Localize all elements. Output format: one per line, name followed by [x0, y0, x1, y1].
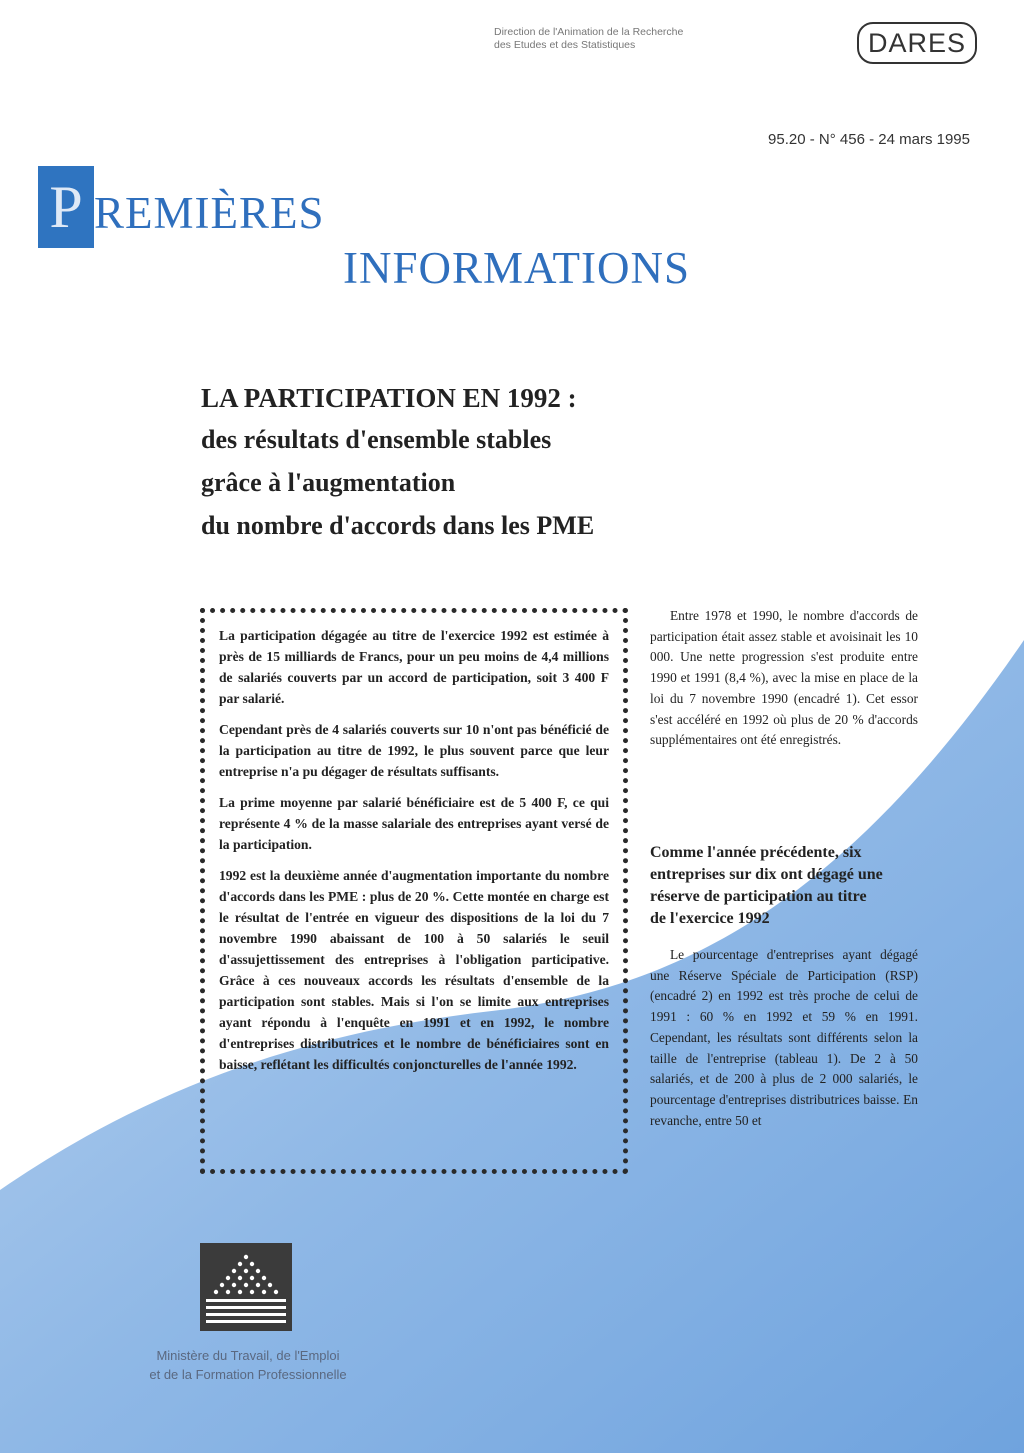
- subheading-line-3: réserve de participation au titre: [650, 888, 867, 905]
- subheading-line-4: de l'exercice 1992: [650, 910, 770, 927]
- summary-paragraph-3: La prime moyenne par salarié bénéficiaire est de 5 400 F, ce qui représente 4 % de la masse salariale des entreprises ayant versé de la participation.: [219, 795, 609, 852]
- summary-paragraph-2: Cependant près de 4 salariés couverts sur 10 n'ont pas bénéficié de la participation au titre de 1992, le plus souvent parce que leur entreprise n'a pu dégager de résultats suffisants.: [219, 722, 609, 779]
- subheading-line-1: Comme l'année précédente, six: [650, 844, 862, 861]
- headline-sub-2: grâce à l'augmentation: [201, 468, 456, 497]
- right-paragraph-1: Entre 1978 et 1990, le nombre d'accords de participation était assez stable et avoisinait les 10 000. Une nette progression s'est produite entre 1990 et 1991 (8,4 %), avec la mise en place de la loi du 7 novembre 1990 (encadré 1). Cet essor s'est accéléré en 1992 où plus de 20 % d'accords supplémentaires ont été enregistrés.: [650, 608, 918, 748]
- ministry-line-2: et de la Formation Professionnelle: [149, 1367, 347, 1382]
- masthead-title-line-2: INFORMATIONS: [343, 243, 691, 293]
- right-column-intro: [650, 606, 918, 751]
- org-line-2: des Etudes et des Statistiques: [494, 39, 636, 51]
- ministry-name: [112, 1346, 384, 1384]
- summary-paragraph-4: 1992 est la deuxième année d'augmentation importante du nombre d'accords dans les PME : plus de 20 %. Cette montée en charge est le résultat de l'entrée en vigueur des dispositions de la loi du 7 novembre 1990 abaissant de 100 à 50 salariés le seuil d'assujettissement des entreprises à l'obligation participative. Grâce à ces nouveaux accords les résultats d'ensemble de la participation sont stables. Mais si l'on se limite aux entreprises ayant répondu à l'enquête en 1991 et en 1992, le nombre d'entreprises distributrices et le nombre de bénéficiaires sont en baisse, reflétant les difficultés conjoncturelles de l'année 1992.: [219, 868, 609, 1072]
- summary-box-content: [219, 625, 609, 1085]
- right-column-body: [650, 945, 918, 1131]
- summary-box: [200, 608, 628, 1174]
- headline-sub-1: des résultats d'ensemble stables: [201, 425, 552, 454]
- right-column-subheading: [650, 842, 918, 930]
- masthead-title-line-1: REMIÈRES: [94, 188, 325, 238]
- ministry-logo-icon: [200, 1243, 292, 1331]
- dares-logo: DARES: [857, 22, 977, 64]
- headline-sub-3: du nombre d'accords dans les PME: [201, 511, 595, 540]
- header-organization: [494, 26, 824, 52]
- org-line-1: Direction de l'Animation de la Recherche: [494, 26, 684, 38]
- subheading-line-2: entreprises sur dix ont dégagé une: [650, 866, 883, 883]
- right-paragraph-2: Le pourcentage d'entreprises ayant dégagé une Réserve Spéciale de Participation (RSP) (encadré 2) en 1992 est très proche de celui de 1991 : 60 % en 1992 et 59 % en 1991. Cependant, les résultats sont différents selon la taille de l'entreprise (tableau 1). De 2 à 50 salariés, et de 200 à plus de 2 000 salariés, le pourcentage d'entreprises distributrices baisse. En revanche, entre 50 et: [650, 947, 918, 1128]
- ministry-line-1: Ministère du Travail, de l'Emploi: [156, 1348, 340, 1363]
- headline-main: LA PARTICIPATION EN 1992 :: [201, 383, 577, 413]
- masthead-initial: P: [38, 166, 94, 248]
- summary-paragraph-1: La participation dégagée au titre de l'exercice 1992 est estimée à près de 15 milliards de Francs, pour un peu moins de 4,4 millions de salariés couverts par un accord de participation, soit 3 400 F par salarié.: [219, 628, 609, 706]
- article-headline: [201, 378, 761, 547]
- issue-number: 95.20 - N° 456 - 24 mars 1995: [768, 131, 970, 148]
